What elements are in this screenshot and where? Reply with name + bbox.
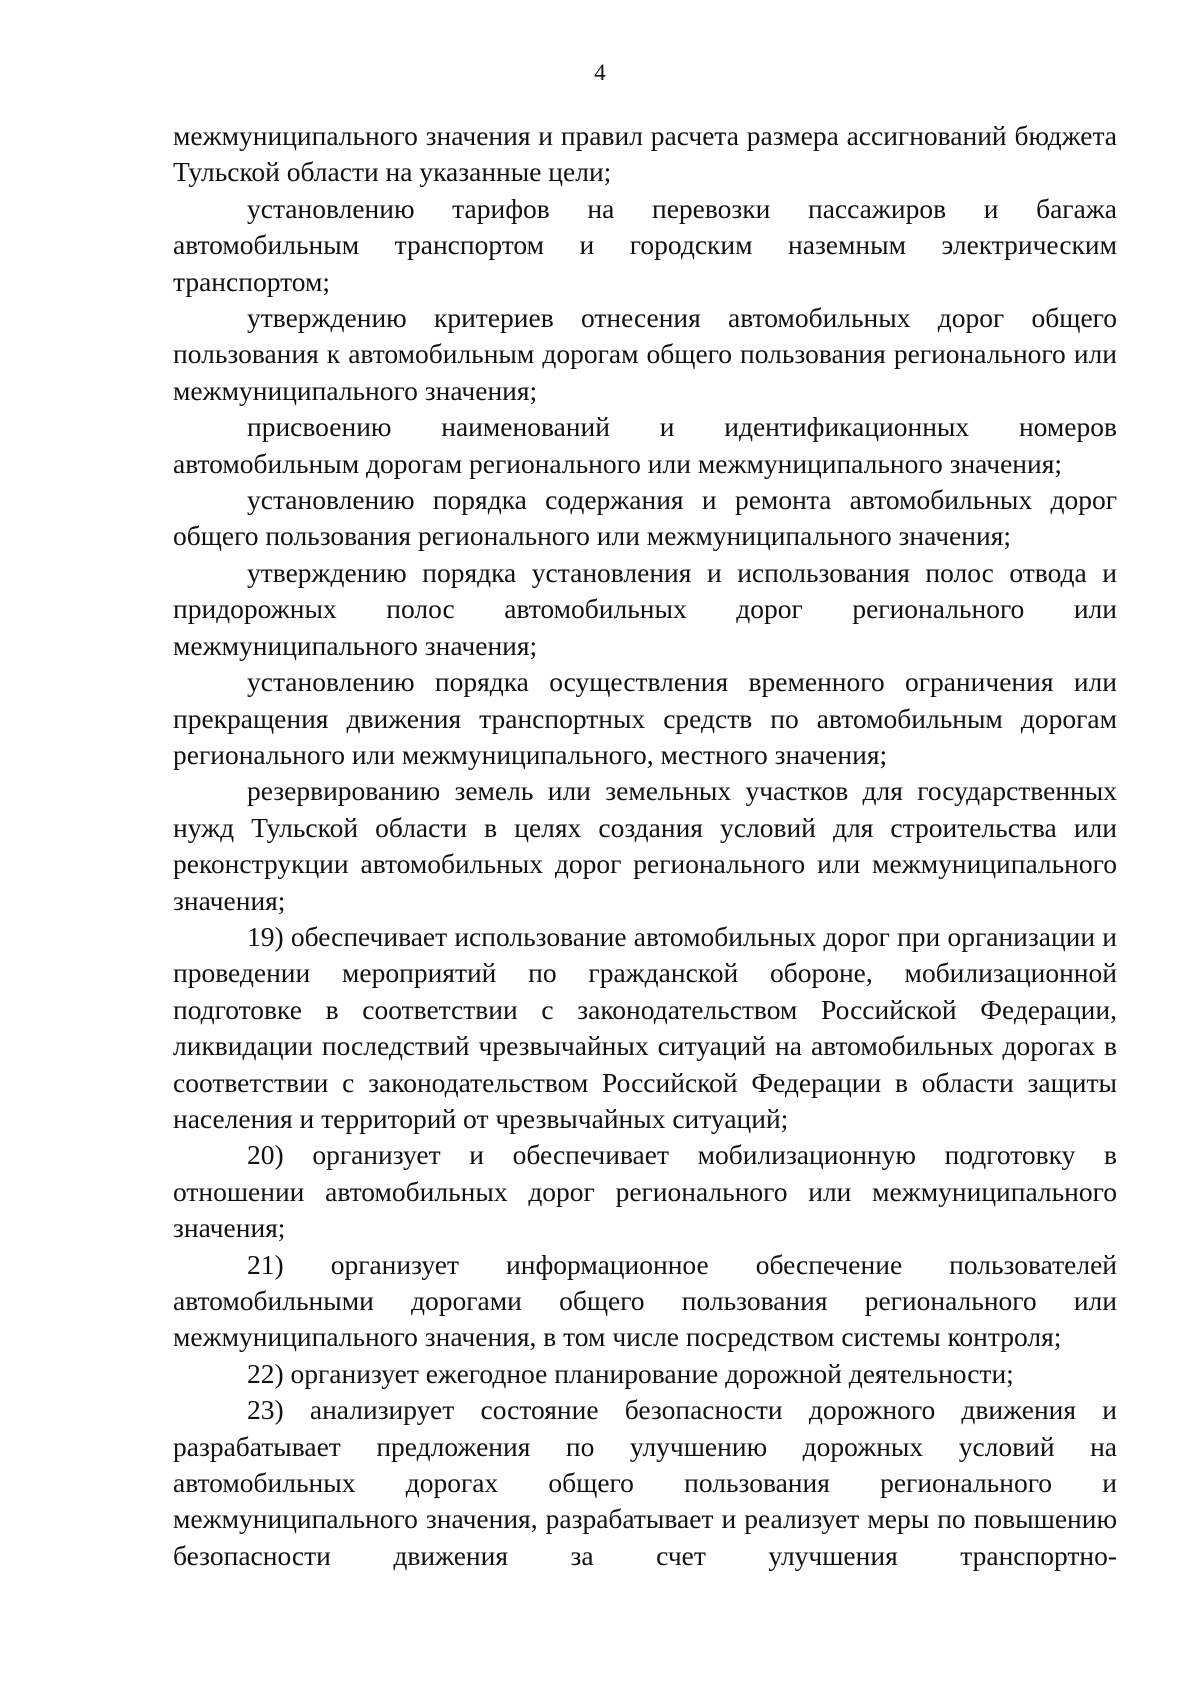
document-body: [173, 118, 1117, 1574]
paragraph-12: 22) организует ежегодное планирование дорожной деятельности;: [247, 1357, 1014, 1389]
paragraph-6: утверждению порядка установления и использования полос отвода и придорожных полос автомобильных дорог регионального или межмуниципального значения;: [173, 556, 1117, 661]
paragraph-10: 20) организует и обеспечивает мобилизационную подготовку в отношении автомобильных дорог регионального или межмуниципального значения;: [173, 1139, 1117, 1244]
paragraph-9: 19) обеспечивает использование автомобильных дорог при организации и проведении мероприятий по гражданской обороне, мобилизационной подготовке в соответствии с законодательством Российской Федерации, ликвидации последствий чрезвычайных ситуаций на автомобильных дорогах в соответствии с законодательством Российской Федерации в области защиты населения и территорий от чрезвычайных ситуаций;: [173, 920, 1117, 1134]
paragraph-5: установлению порядка содержания и ремонта автомобильных дорог общего пользования регионального или межмуниципального значения;: [173, 484, 1117, 552]
page-number: 4: [594, 60, 606, 85]
paragraph-13: 23) анализирует состояние безопасности дорожного движения и разрабатывает предложения по улучшению дорожных условий на автомобильных дорогах общего пользования регионального и межмуниципального значения, разрабатывает и реализует меры по повышению безопасности движения за счет улучшения транспортно-: [173, 1394, 1117, 1571]
paragraph-7: установлению порядка осуществления временного ограничения или прекращения движения транспортных средств по автомобильным дорогам регионального или межмуниципального, местного значения;: [173, 666, 1117, 770]
paragraph-3: утверждению критериев отнесения автомобильных дорог общего пользования к автомобильным дорогам общего пользования регионального или межмуниципального значения;: [173, 302, 1117, 406]
paragraph-1: межмуниципального значения и правил расчета размера ассигнований бюджета Тульской области на указанные цели;: [173, 120, 1117, 188]
paragraph-2: установлению тарифов на перевозки пассажиров и багажа автомобильным транспортом и городским наземным электрическим транспортом;: [173, 192, 1117, 297]
paragraph-4: присвоению наименований и идентификационных номеров автомобильным дорогам регионального или межмуниципального значения;: [173, 411, 1117, 479]
paragraph-11: 21) организует информационное обеспечение пользователей автомобильными дорогами общего пользования регионального или межмуниципального значения, в том числе посредством системы контроля;: [173, 1248, 1117, 1353]
paragraph-8: резервированию земель или земельных участков для государственных нужд Тульской области в целях создания условий для строительства или реконструкции автомобильных дорог регионального или межмуниципального значения;: [173, 775, 1117, 916]
